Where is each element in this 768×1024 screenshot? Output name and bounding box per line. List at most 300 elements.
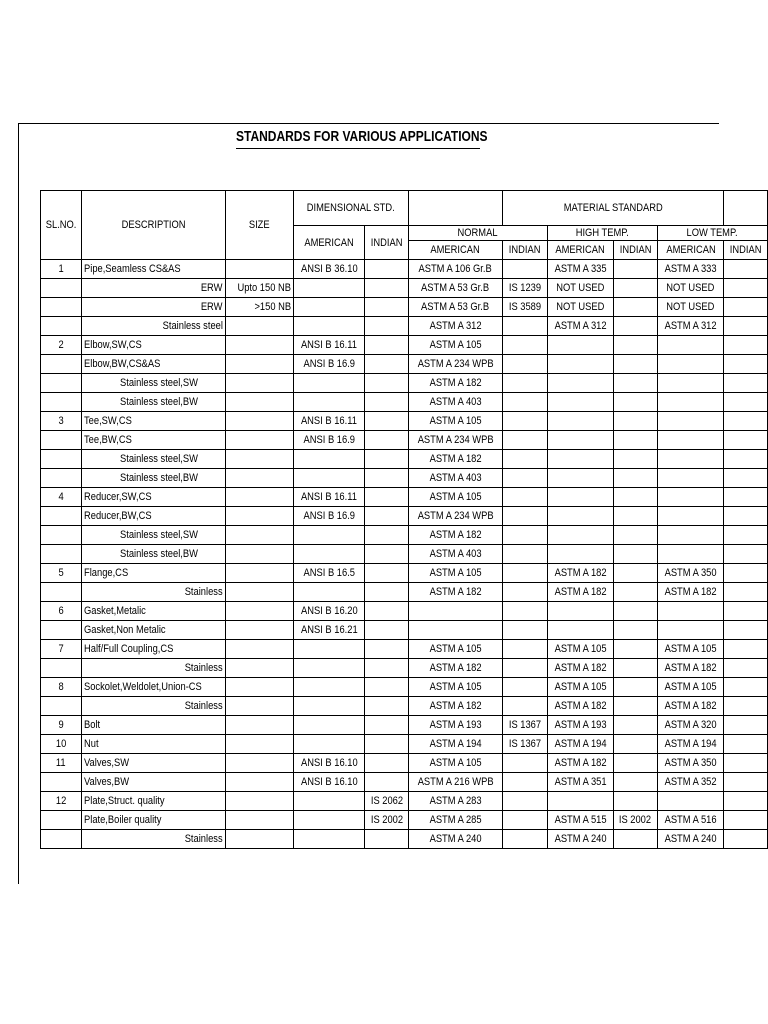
cell-l-in [724,298,768,317]
cell-dim-in [365,773,408,792]
cell-dim-am: ANSI B 16.10 [293,754,365,773]
cell-n-am: ASTM A 285 [408,811,502,830]
cell-n-am [408,621,502,640]
cell-sl: 1 [41,260,82,279]
cell-h-in [613,792,657,811]
cell-n-am: ASTM A 403 [408,393,502,412]
cell-n-in [503,678,548,697]
table-row [41,792,768,811]
cell-sl [41,526,82,545]
cell-n-in [503,336,548,355]
cell-l-am: ASTM A 312 [657,317,723,336]
cell-h-in [613,678,657,697]
cell-n-am: ASTM A 312 [408,317,502,336]
cell-h-in [613,279,657,298]
cell-l-in [724,697,768,716]
table-row [41,393,768,412]
cell-dim-am [293,545,365,564]
cell-l-in [724,792,768,811]
header-normal: NORMAL [408,226,547,241]
cell-l-am [657,507,723,526]
cell-desc: Valves,BW [82,773,226,792]
cell-n-in [503,431,548,450]
cell-h-in [613,412,657,431]
cell-h-in [613,754,657,773]
cell-desc: Stainless steel,SW [82,374,226,393]
cell-l-in [724,431,768,450]
table-row [41,583,768,602]
cell-sl [41,830,82,849]
cell-desc: Reducer,BW,CS [82,507,226,526]
cell-dim-in [365,697,408,716]
cell-desc: Stainless steel,SW [82,526,226,545]
cell-size [225,773,293,792]
header-low-temp: LOW TEMP. [657,226,767,241]
cell-h-in [613,640,657,659]
cell-size: Upto 150 NB [225,279,293,298]
cell-h-am [547,450,613,469]
cell-h-am: ASTM A 182 [547,659,613,678]
cell-size [225,830,293,849]
table-row [41,450,768,469]
cell-n-am: ASTM A 105 [408,488,502,507]
table-row [41,298,768,317]
table-row [41,640,768,659]
cell-sl: 5 [41,564,82,583]
cell-h-in [613,545,657,564]
cell-l-in [724,412,768,431]
cell-dim-am: ANSI B 16.11 [293,488,365,507]
cell-sl: 10 [41,735,82,754]
cell-size [225,450,293,469]
cell-size [225,602,293,621]
cell-h-in [613,583,657,602]
cell-sl [41,583,82,602]
cell-h-in [613,317,657,336]
cell-l-am [657,469,723,488]
cell-size [225,393,293,412]
header-size: SIZE [225,191,293,260]
cell-h-in [613,336,657,355]
cell-size [225,374,293,393]
header-normal-indian: INDIAN [503,241,548,260]
cell-l-am: ASTM A 350 [657,564,723,583]
cell-n-am: ASTM A 193 [408,716,502,735]
cell-h-in [613,830,657,849]
cell-size [225,412,293,431]
cell-l-am [657,336,723,355]
cell-h-am [547,545,613,564]
cell-desc: Sockolet,Weldolet,Union-CS [82,678,226,697]
cell-n-in [503,355,548,374]
cell-n-in [503,450,548,469]
cell-h-in [613,450,657,469]
cell-n-am: ASTM A 403 [408,545,502,564]
cell-size [225,811,293,830]
cell-n-in: IS 1367 [503,735,548,754]
cell-l-in [724,260,768,279]
cell-h-in [613,773,657,792]
cell-l-in [724,811,768,830]
cell-n-am: ASTM A 234 WPB [408,507,502,526]
cell-dim-am [293,735,365,754]
cell-dim-in [365,355,408,374]
cell-size [225,678,293,697]
cell-l-am: ASTM A 194 [657,735,723,754]
standards-table [40,190,768,849]
cell-n-am: ASTM A 240 [408,830,502,849]
cell-dim-am: ANSI B 16.11 [293,336,365,355]
page-title: STANDARDS FOR VARIOUS APPLICATIONS [236,128,488,145]
header-high-temp: HIGH TEMP. [547,226,657,241]
cell-desc: Stainless steel [82,317,226,336]
cell-n-in [503,374,548,393]
cell-sl: 11 [41,754,82,773]
cell-desc: Reducer,SW,CS [82,488,226,507]
cell-desc: Stainless [82,830,226,849]
cell-h-am: ASTM A 312 [547,317,613,336]
cell-dim-am: ANSI B 16.10 [293,773,365,792]
cell-dim-in [365,526,408,545]
cell-n-am: ASTM A 105 [408,754,502,773]
cell-size [225,583,293,602]
cell-size [225,545,293,564]
cell-dim-am: ANSI B 16.9 [293,431,365,450]
cell-dim-in [365,431,408,450]
cell-l-in [724,830,768,849]
cell-n-am: ASTM A 105 [408,640,502,659]
cell-l-in [724,374,768,393]
cell-h-am [547,602,613,621]
table-row [41,621,768,640]
table-row [41,545,768,564]
cell-n-am: ASTM A 53 Gr.B [408,279,502,298]
cell-h-am: ASTM A 105 [547,640,613,659]
cell-n-in [503,583,548,602]
cell-size [225,754,293,773]
cell-n-in [503,602,548,621]
cell-dim-in [365,621,408,640]
cell-size [225,621,293,640]
cell-l-am [657,355,723,374]
cell-sl: 9 [41,716,82,735]
cell-desc: Pipe,Seamless CS&AS [82,260,226,279]
cell-l-am: ASTM A 105 [657,640,723,659]
cell-sl [41,279,82,298]
cell-sl [41,450,82,469]
cell-n-in: IS 3589 [503,298,548,317]
cell-l-in [724,640,768,659]
cell-h-am: NOT USED [547,279,613,298]
cell-size [225,564,293,583]
table-row [41,754,768,773]
table-row [41,431,768,450]
cell-dim-in [365,374,408,393]
cell-dim-in: IS 2062 [365,792,408,811]
cell-h-am [547,488,613,507]
cell-dim-am [293,583,365,602]
cell-l-am [657,792,723,811]
cell-dim-am [293,830,365,849]
cell-dim-am [293,279,365,298]
cell-n-in [503,773,548,792]
cell-desc: Stainless steel,BW [82,545,226,564]
cell-sl [41,621,82,640]
cell-size [225,507,293,526]
cell-dim-am [293,393,365,412]
cell-h-am: ASTM A 105 [547,678,613,697]
cell-n-in [503,412,548,431]
cell-n-am: ASTM A 216 WPB [408,773,502,792]
cell-dim-in [365,488,408,507]
cell-l-in [724,583,768,602]
cell-h-am [547,393,613,412]
table-row [41,355,768,374]
cell-h-am [547,336,613,355]
header-dim-indian: INDIAN [365,226,408,260]
cell-n-am: ASTM A 53 Gr.B [408,298,502,317]
cell-sl: 8 [41,678,82,697]
table-header [41,191,768,260]
cell-dim-in: IS 2002 [365,811,408,830]
cell-n-am: ASTM A 182 [408,697,502,716]
cell-sl [41,469,82,488]
cell-size [225,488,293,507]
cell-l-am [657,393,723,412]
cell-sl: 2 [41,336,82,355]
cell-l-am: ASTM A 182 [657,659,723,678]
cell-h-am [547,355,613,374]
cell-dim-am [293,450,365,469]
cell-dim-in [365,260,408,279]
cell-l-am: ASTM A 350 [657,754,723,773]
cell-dim-am [293,811,365,830]
cell-dim-in [365,412,408,431]
cell-desc: Stainless [82,697,226,716]
table-row [41,279,768,298]
cell-n-am: ASTM A 105 [408,336,502,355]
cell-dim-in [365,336,408,355]
cell-n-am: ASTM A 283 [408,792,502,811]
cell-h-in [613,621,657,640]
cell-h-in [613,659,657,678]
cell-dim-in [365,830,408,849]
cell-h-in [613,716,657,735]
cell-desc: Stainless steel,SW [82,450,226,469]
cell-l-in [724,393,768,412]
cell-h-am: ASTM A 515 [547,811,613,830]
cell-n-in [503,507,548,526]
cell-sl [41,355,82,374]
table-row [41,488,768,507]
cell-l-am: NOT USED [657,298,723,317]
cell-h-am [547,792,613,811]
cell-desc: Bolt [82,716,226,735]
cell-n-in [503,488,548,507]
cell-desc: Stainless [82,583,226,602]
table-row [41,678,768,697]
cell-n-am: ASTM A 194 [408,735,502,754]
cell-l-in [724,602,768,621]
table-row [41,716,768,735]
cell-l-in [724,507,768,526]
cell-l-am [657,450,723,469]
cell-sl: 4 [41,488,82,507]
cell-h-in [613,564,657,583]
cell-sl [41,374,82,393]
cell-h-am: ASTM A 182 [547,583,613,602]
cell-sl: 3 [41,412,82,431]
cell-n-in [503,564,548,583]
cell-l-am [657,431,723,450]
cell-h-am: ASTM A 182 [547,697,613,716]
cell-desc: Half/Full Coupling,CS [82,640,226,659]
cell-dim-in [365,507,408,526]
header-low-indian: INDIAN [724,241,768,260]
header-blank [724,191,768,226]
cell-l-in [724,526,768,545]
cell-l-in [724,355,768,374]
table-row [41,564,768,583]
cell-n-in [503,830,548,849]
cell-dim-in [365,659,408,678]
cell-sl: 7 [41,640,82,659]
cell-dim-in [365,716,408,735]
header-dim-american: AMERICAN [293,226,365,260]
cell-l-am: ASTM A 105 [657,678,723,697]
cell-dim-in [365,393,408,412]
table-row [41,260,768,279]
cell-h-in [613,374,657,393]
cell-dim-am [293,317,365,336]
cell-n-am: ASTM A 105 [408,678,502,697]
cell-n-in [503,393,548,412]
cell-l-am [657,488,723,507]
cell-dim-in [365,545,408,564]
cell-dim-in [365,564,408,583]
cell-sl [41,298,82,317]
cell-sl: 6 [41,602,82,621]
cell-n-am: ASTM A 182 [408,659,502,678]
cell-sl [41,659,82,678]
cell-size [225,355,293,374]
cell-size [225,716,293,735]
cell-dim-in [365,317,408,336]
cell-dim-in [365,678,408,697]
cell-sl [41,545,82,564]
cell-h-am: ASTM A 182 [547,564,613,583]
cell-dim-am [293,716,365,735]
cell-l-am: ASTM A 352 [657,773,723,792]
cell-sl [41,393,82,412]
cell-l-in [724,754,768,773]
cell-l-in [724,545,768,564]
cell-n-am: ASTM A 182 [408,374,502,393]
cell-h-am [547,621,613,640]
cell-sl: 12 [41,792,82,811]
cell-h-am: ASTM A 194 [547,735,613,754]
cell-h-in [613,469,657,488]
cell-size [225,317,293,336]
cell-h-am [547,469,613,488]
cell-size [225,336,293,355]
cell-dim-am: ANSI B 16.9 [293,355,365,374]
table-row [41,317,768,336]
cell-n-am: ASTM A 182 [408,526,502,545]
cell-h-in [613,507,657,526]
cell-l-am: ASTM A 240 [657,830,723,849]
cell-h-am: ASTM A 351 [547,773,613,792]
cell-l-in [724,488,768,507]
cell-dim-am [293,298,365,317]
cell-l-am [657,526,723,545]
cell-dim-am [293,697,365,716]
cell-h-in [613,393,657,412]
cell-n-am: ASTM A 182 [408,450,502,469]
table-row [41,336,768,355]
cell-dim-in [365,298,408,317]
cell-desc: Gasket,Non Metalic [82,621,226,640]
cell-dim-in [365,735,408,754]
cell-l-in [724,621,768,640]
cell-h-in [613,697,657,716]
cell-size [225,260,293,279]
cell-dim-in [365,469,408,488]
cell-l-in [724,773,768,792]
header-low-american: AMERICAN [657,241,723,260]
cell-h-am: NOT USED [547,298,613,317]
title-underline [236,148,480,149]
cell-desc: ERW [82,279,226,298]
cell-l-am [657,545,723,564]
cell-n-am: ASTM A 105 [408,412,502,431]
cell-l-in [724,469,768,488]
cell-h-in [613,488,657,507]
cell-l-in [724,336,768,355]
cell-l-in [724,279,768,298]
cell-h-in [613,602,657,621]
cell-sl [41,697,82,716]
cell-h-am [547,431,613,450]
cell-dim-am [293,678,365,697]
cell-n-in [503,640,548,659]
cell-h-in [613,298,657,317]
cell-h-in [613,526,657,545]
table-row [41,412,768,431]
cell-h-am: ASTM A 182 [547,754,613,773]
cell-dim-am [293,659,365,678]
cell-n-in [503,317,548,336]
cell-l-in [724,716,768,735]
cell-desc: Elbow,BW,CS&AS [82,355,226,374]
cell-n-in [503,659,548,678]
cell-l-am: ASTM A 333 [657,260,723,279]
cell-l-am [657,621,723,640]
header-high-american: AMERICAN [547,241,613,260]
cell-dim-am: ANSI B 16.21 [293,621,365,640]
cell-size [225,640,293,659]
cell-desc: Nut [82,735,226,754]
cell-h-in [613,260,657,279]
cell-desc: Stainless steel,BW [82,393,226,412]
cell-l-in [724,659,768,678]
cell-dim-am: ANSI B 16.9 [293,507,365,526]
cell-desc: Plate,Struct. quality [82,792,226,811]
cell-dim-am: ANSI B 16.20 [293,602,365,621]
cell-dim-in [365,279,408,298]
cell-size [225,659,293,678]
cell-n-in [503,526,548,545]
